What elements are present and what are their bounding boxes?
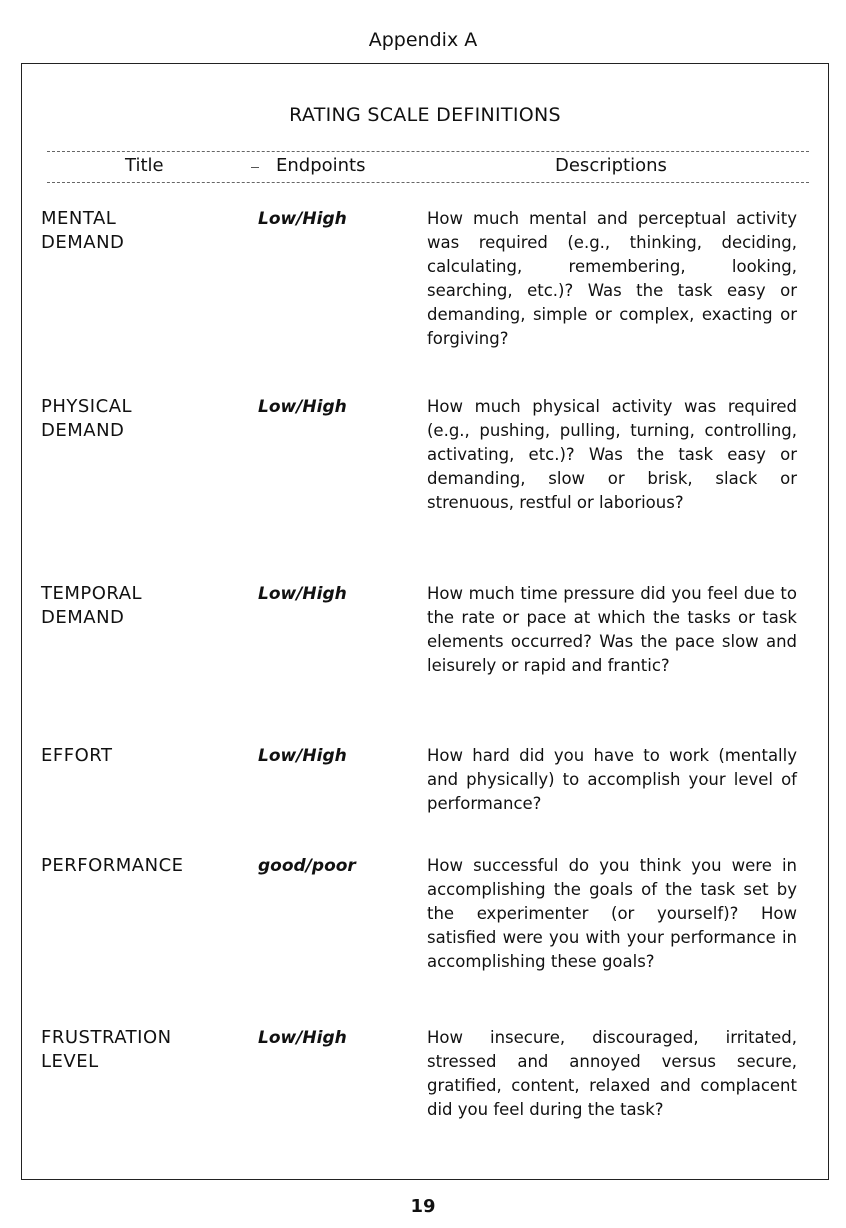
definitions-table-frame (21, 63, 829, 1180)
row-endpoints: good/poor (258, 856, 356, 876)
row-endpoints: Low/High (258, 746, 347, 766)
row-title: TEMPORAL DEMAND (41, 583, 143, 628)
header-dash (251, 167, 259, 168)
column-header-descriptions: Descriptions (555, 155, 667, 176)
row-description: How successful do you think you were in accomplishing the goals of the task set by the experimenter (or yourself)? How satisfied were you with your performance in accomplishing these goals? (427, 856, 797, 971)
row-endpoints: Low/High (258, 397, 347, 417)
row-description: How much time pressure did you feel due to the rate or pace at which the tasks or task elements occurred? Was the pace slow and leisurely or rapid and frantic? (427, 584, 797, 675)
row-title: PERFORMANCE (41, 855, 184, 876)
page-number: 19 (410, 1196, 436, 1217)
appendix-heading: Appendix A (368, 29, 478, 51)
row-title: MENTAL DEMAND (41, 208, 125, 253)
row-title: FRUSTRATION LEVEL (41, 1027, 172, 1072)
row-title: EFFORT (41, 745, 113, 766)
row-endpoints: Low/High (258, 1028, 347, 1048)
row-description: How much physical activity was required (e.g., pushing, pulling, turning, controlling, activating, etc.)? Was the task easy or demanding, slow or brisk, slack or strenuous, restful or laborious? (427, 397, 797, 512)
row-description: How hard did you have to work (mentally and physically) to accomplish your level of performance? (427, 746, 797, 813)
table-header (47, 151, 809, 183)
row-endpoints: Low/High (258, 209, 347, 229)
row-description: How much mental and perceptual activity was required (e.g., thinking, deciding, calculating, remembering, looking, searching, etc.)? Was the task easy or demanding, simple or complex, exacting or forgiving? (427, 209, 797, 348)
row-title: PHYSICAL DEMAND (41, 396, 133, 441)
column-header-endpoints: Endpoints (276, 155, 366, 176)
row-endpoints: Low/High (258, 584, 347, 604)
table-title: RATING SCALE DEFINITIONS (289, 104, 561, 126)
row-description: How insecure, discouraged, irritated, stressed and annoyed versus secure, gratified, content, relaxed and complacent did you feel during the task? (427, 1028, 797, 1119)
column-header-title: Title (125, 155, 164, 176)
